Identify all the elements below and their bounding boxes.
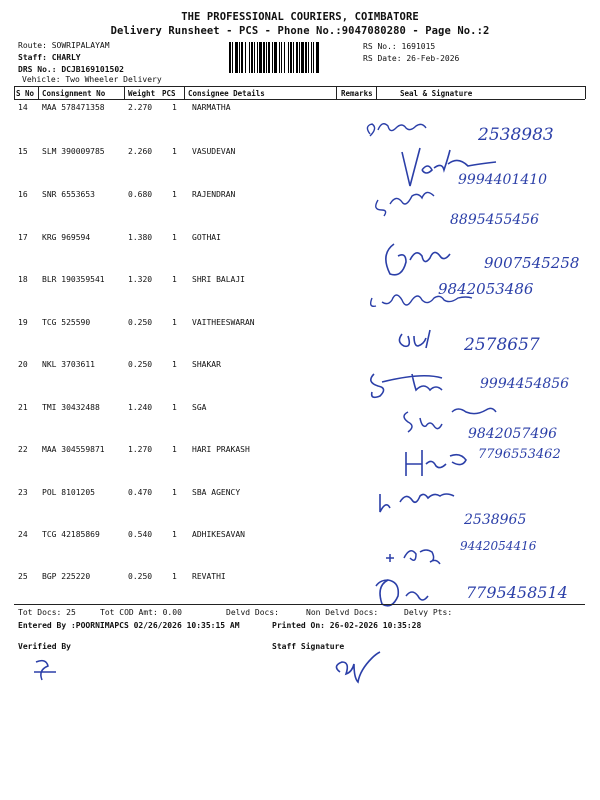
handwritten-signatures: [360, 112, 590, 612]
row-pcs: 1: [172, 147, 177, 156]
row-consignment: MAA 304559871: [42, 445, 105, 454]
col-header-seal-signature: Seal & Signature: [400, 89, 473, 98]
row-pcs: 1: [172, 190, 177, 199]
col-divider: [184, 86, 185, 99]
row-sno: 25: [18, 572, 28, 581]
row-consignee: GOTHAI: [192, 233, 221, 242]
printed-on: Printed On: 26-02-2026 10:35:28: [272, 621, 422, 630]
row-consignee: HARI PRAKASH: [192, 445, 250, 454]
handwritten-phone: 9442054416: [460, 539, 537, 553]
row-weight: 0.470: [128, 488, 153, 497]
staff-signature-label: Staff Signature: [272, 642, 345, 651]
row-pcs: 1: [172, 103, 177, 112]
staff-label: Staff: CHARLY: [18, 53, 81, 62]
row-pcs: 1: [172, 572, 177, 581]
handwritten-phone: 2578657: [464, 335, 540, 355]
non-delivered-docs: Non Delvd Docs:: [306, 608, 379, 617]
col-header-remarks: Remarks: [341, 89, 373, 98]
row-consignment: POL 8101205: [42, 488, 95, 497]
drs-number: DRS No.: DCJB169101502: [18, 65, 124, 74]
row-consignee: VAITHEESWARAN: [192, 318, 255, 327]
row-consignee: NARMATHA: [192, 103, 231, 112]
rs-date: RS Date: 26-Feb-2026: [363, 54, 460, 63]
row-sno: 20: [18, 360, 28, 369]
row-pcs: 1: [172, 403, 177, 412]
col-divider: [585, 86, 586, 99]
row-weight: 0.250: [128, 360, 153, 369]
handwritten-phone: 7795458514: [466, 583, 568, 602]
runsheet-subtitle: Delivery Runsheet - PCS - Phone No.:9047080280 - Page No.:2: [110, 25, 490, 37]
row-consignment: TCG 42185869: [42, 530, 100, 539]
col-divider: [336, 86, 337, 99]
entered-by: Entered By :POORNIMAPCS 02/26/2026 10:35:15 AM: [18, 621, 240, 630]
row-sno: 18: [18, 275, 28, 284]
row-consignment: TMI 30432488: [42, 403, 100, 412]
row-sno: 19: [18, 318, 28, 327]
row-pcs: 1: [172, 445, 177, 454]
row-consignment: KRG 969594: [42, 233, 91, 242]
handwritten-phone: 9007545258: [484, 254, 580, 272]
row-sno: 14: [18, 103, 28, 112]
row-consignee: SHAKAR: [192, 360, 221, 369]
row-weight: 1.240: [128, 403, 153, 412]
row-sno: 15: [18, 147, 28, 156]
col-header-consignment: Consignment No: [42, 89, 106, 98]
col-header-pcs: PCS: [162, 89, 176, 98]
col-divider: [14, 86, 15, 99]
row-weight: 1.380: [128, 233, 153, 242]
total-cod-amount: Tot COD Amt: 0.00: [100, 608, 182, 617]
col-divider: [376, 86, 377, 99]
col-divider: [124, 86, 125, 99]
row-consignment: SLM 390009785: [42, 147, 105, 156]
row-sno: 24: [18, 530, 28, 539]
row-consignment: MAA 578471358: [42, 103, 105, 112]
handwritten-phone: 9994401410: [458, 172, 548, 188]
handwritten-phone: 2538965: [464, 512, 527, 528]
handwritten-phone: 8895455456: [450, 212, 540, 228]
row-weight: 0.540: [128, 530, 153, 539]
col-header-sno: S No: [16, 89, 35, 98]
row-pcs: 1: [172, 488, 177, 497]
company-title: THE PROFESSIONAL COURIERS, COIMBATORE: [181, 11, 419, 23]
vehicle-label: Vehicle: Two Wheeler Delivery: [22, 75, 162, 84]
row-sno: 23: [18, 488, 28, 497]
row-consignment: BGP 225220: [42, 572, 91, 581]
row-pcs: 1: [172, 275, 177, 284]
row-consignee: SHRI BALAJI: [192, 275, 245, 284]
handwritten-phone: 9842053486: [438, 280, 534, 298]
row-weight: 0.250: [128, 572, 153, 581]
rs-number: RS No.: 1691015: [363, 42, 436, 51]
row-sno: 17: [18, 233, 28, 242]
footer-top-border: [14, 604, 585, 605]
row-pcs: 1: [172, 318, 177, 327]
handwritten-phone: 7796553462: [478, 447, 561, 462]
barcode: [228, 42, 360, 73]
delivery-points: Delvy Pts:: [404, 608, 453, 617]
handwritten-phone: 9842057496: [468, 426, 558, 442]
row-sno: 22: [18, 445, 28, 454]
delivered-docs: Delvd Docs:: [226, 608, 279, 617]
row-consignee: RAJENDRAN: [192, 190, 236, 199]
row-pcs: 1: [172, 233, 177, 242]
row-consignment: SNR 6553653: [42, 190, 95, 199]
row-consignee: VASUDEVAN: [192, 147, 236, 156]
row-weight: 2.260: [128, 147, 153, 156]
handwritten-phone: 9994454856: [480, 376, 570, 392]
table-header-border: [14, 99, 585, 100]
verified-by-signature: [30, 654, 70, 684]
total-docs: Tot Docs: 25: [18, 608, 76, 617]
row-consignment: TCG 525590: [42, 318, 91, 327]
row-consignee: ADHIKESAVAN: [192, 530, 245, 539]
row-weight: 0.680: [128, 190, 153, 199]
verified-by-label: Verified By: [18, 642, 71, 651]
row-sno: 21: [18, 403, 28, 412]
handwritten-phone: 2538983: [478, 125, 554, 145]
row-weight: 1.270: [128, 445, 153, 454]
row-weight: 1.320: [128, 275, 153, 284]
row-weight: 0.250: [128, 318, 153, 327]
row-consignment: NKL 3703611: [42, 360, 95, 369]
route-label: Route: SOWRIPALAYAM: [18, 41, 110, 50]
staff-signature: [330, 648, 390, 688]
row-pcs: 1: [172, 360, 177, 369]
row-pcs: 1: [172, 530, 177, 539]
row-consignee: SGA: [192, 403, 207, 412]
row-consignee: SBA AGENCY: [192, 488, 241, 497]
col-divider: [38, 86, 39, 99]
col-header-consignee: Consignee Details: [188, 89, 265, 98]
row-consignment: BLR 190359541: [42, 275, 105, 284]
col-header-weight: Weight: [128, 89, 156, 98]
table-top-border: [14, 86, 585, 87]
row-consignee: REVATHI: [192, 572, 226, 581]
row-weight: 2.270: [128, 103, 153, 112]
row-sno: 16: [18, 190, 28, 199]
